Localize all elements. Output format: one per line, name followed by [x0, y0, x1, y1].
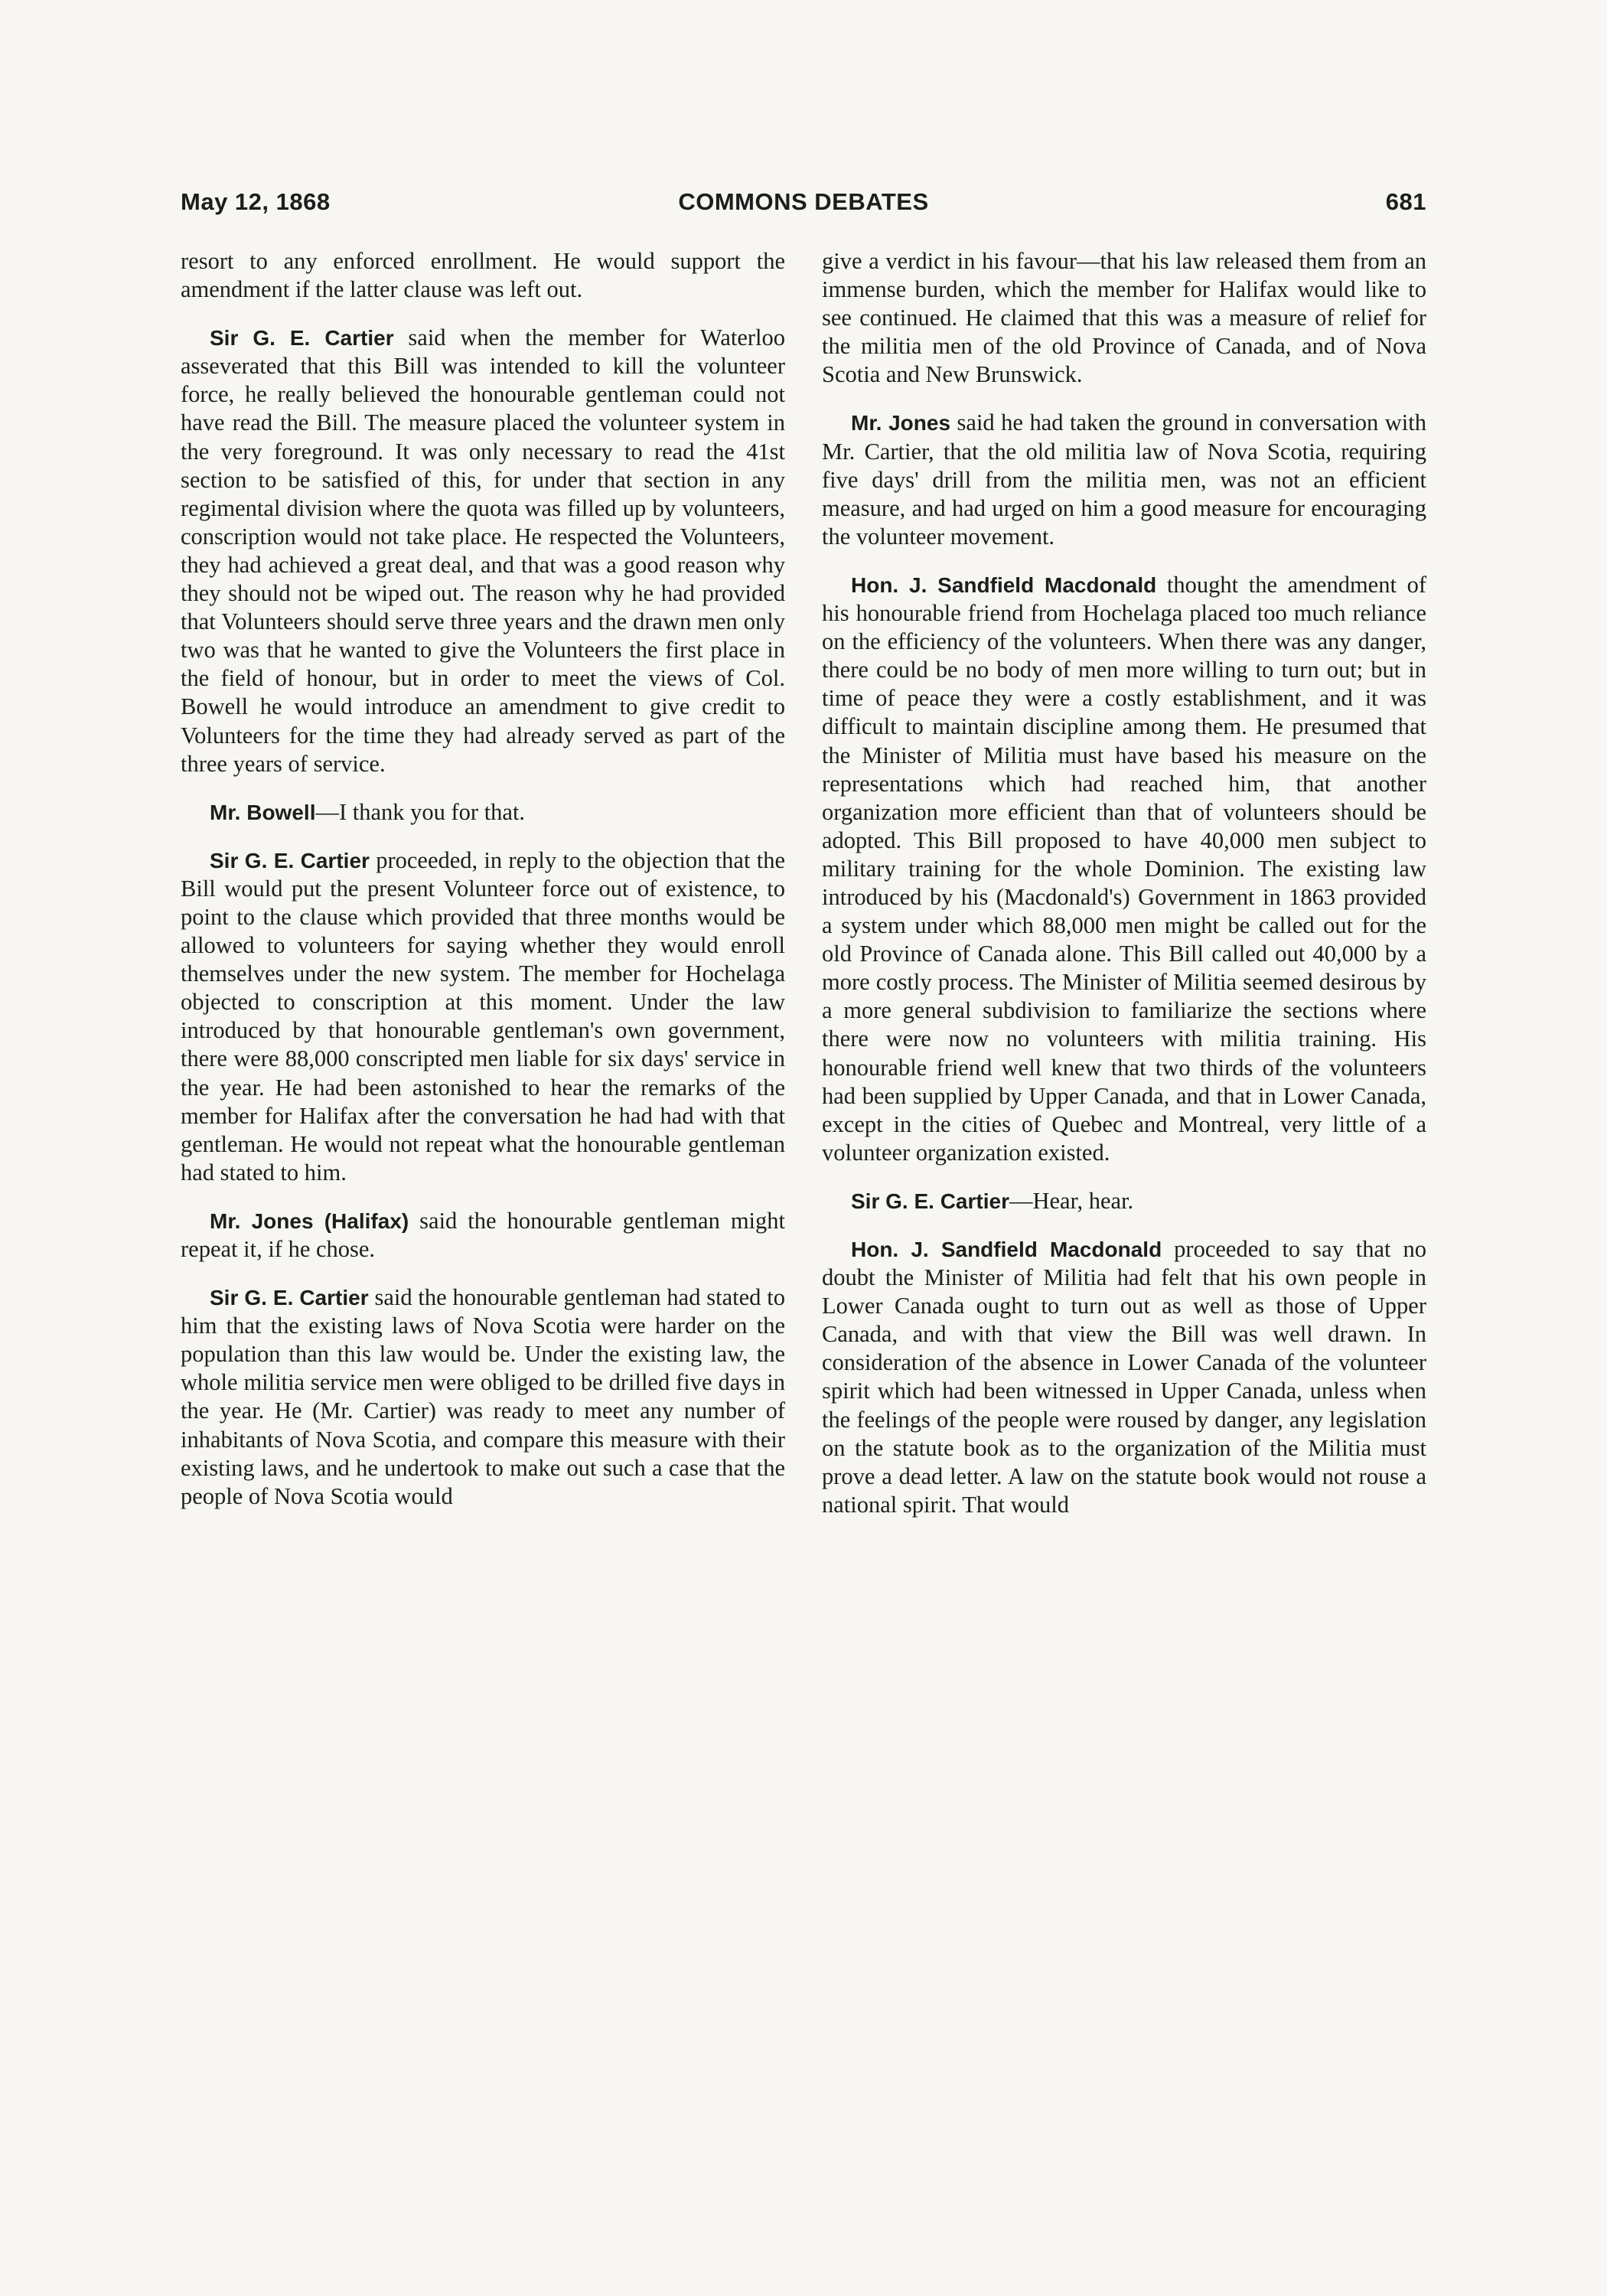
paragraph-continuation: give a verdict in his favour—that his law released them from an immense burden, which the member for Halifax would like to see continued. He claimed that this was a measure of relief for the militia men of the old Province of Canada, and of Nova Scotia and New Brunswick. — [822, 248, 1426, 388]
speech-paragraph — [181, 324, 785, 778]
speech-paragraph — [822, 1235, 1426, 1519]
speaker-name: Sir G. E. Cartier — [851, 1189, 1009, 1213]
speech-text: —Hear, hear. — [1009, 1187, 1134, 1214]
speech-text: said when the member for Waterloo asseverated that this Bill was intended to kill the volunteer force, he really believed the honourable gentleman could not have read the Bill. The measure placed the volunteer system in the very foreground. It was only necessary to read the 41st section to be satisfied of this, for under that section in any regimental division where the quota was filled up by volunteers, conscription would not take place. He respected the Volunteers, they had achieved a great deal, and that was a good reason why they should not be wiped out. The reason why he had provided that Volunteers should serve three years and the drawn men only two was that he wanted to give the Volunteers the first place in the field of honour, but in order to meet the views of Col. Bowell he would introduce an amendment to give credit to Volunteers for the time they had already served as part of the three years of service. — [181, 325, 786, 777]
speech-paragraph — [181, 846, 785, 1187]
speech-text: thought the amendment of his honourable friend from Hochelaga placed too much reliance on the efficiency of the volunteers. When there was any danger, there could be no body of men more willing to turn out; but in time of peace they were a costly establishment, and it was difficult to maintain discipline among them. He presumed that the Minister of Militia must have based his measure on the representations which had reached him, that another organization more efficient than that of volunteers should be adopted. This Bill proposed to have 40,000 men subject to military training for the whole Dominion. The existing law introduced by his (Macdonald's) Government in 1863 provided a system under which 88,000 men might be called out for the old Province of Canada alone. This Bill called out 40,000 by a more costly process. The Minister of Militia seemed desirous by a more general subdivision to familiarize the sections where there were now no volunteers with militia training. His honourable friend well knew that two thirds of the volunteers had been supplied by Upper Canada, and that in Lower Canada, except in the cities of Quebec and Montreal, very little of a volunteer organization existed. — [822, 571, 1426, 1166]
page-header — [181, 188, 1426, 219]
speech-paragraph — [181, 798, 785, 827]
speaker-name: Sir G. E. Cartier — [210, 1286, 369, 1310]
speech-text: said the honourable gentleman might repeat it, if he chose. — [181, 1207, 785, 1262]
speech-paragraph — [181, 1207, 785, 1264]
speech-paragraph — [822, 1187, 1426, 1215]
left-column — [181, 247, 785, 1531]
paragraph-continuation: resort to any enforced enrollment. He would support the amendment if the latter clause was left out. — [181, 248, 785, 303]
header-title: COMMONS DEBATES — [678, 188, 929, 215]
speech-paragraph — [822, 571, 1426, 1167]
speech-paragraph — [822, 409, 1426, 550]
speaker-name: Mr. Jones — [851, 411, 951, 435]
speaker-name: Mr. Bowell — [210, 800, 316, 824]
speech-text: —I thank you for that. — [315, 798, 526, 825]
speaker-name: Hon. J. Sandfield Macdonald — [851, 572, 1157, 597]
page-number: 681 — [1385, 188, 1426, 215]
speech-text: proceeded, in reply to the objection that the Bill would put the present Volunteer force out of existence, to point to the clause which provided that three months would be allowed to volunteers for saying whether they would enroll themselves under the new system. The member for Hochelaga objected to conscription at this moment. Under the law introduced by that honourable gentleman's own government, there were 88,000 conscripted men liable for six days' service in the year. He had been astonished to hear the remarks of the member for Halifax after the conversation he had had with that gentleman. He would not repeat what the honourable gentleman had stated to him. — [181, 846, 785, 1186]
speaker-name: Sir G. E. Cartier — [210, 326, 394, 351]
header-date: May 12, 1868 — [181, 188, 331, 215]
right-column — [822, 247, 1426, 1539]
speech-text: proceeded to say that no doubt the Minister of Militia had felt that his own people in Lower Canada ought to turn out as well as those of Upper Canada, and with that view the Bill was well drawn. In consideration of the absence in Lower Canada of the volunteer spirit which had been witnessed in Upper Canada, unless when the feelings of the people were roused by danger, any legislation on the statute book as to the organization of the Militia must prove a dead letter. A law on the statute book would not rouse a national spirit. That would — [822, 1236, 1426, 1518]
text-columns — [181, 247, 1426, 2007]
speech-text: said he had taken the ground in conversation with Mr. Cartier, that the old militia law of Nova Scotia, requiring five days' drill from the militia men, was not an efficient measure, and had urged on him a good measure for encouraging the volunteer movement. — [822, 409, 1426, 550]
speaker-name: Mr. Jones (Halifax) — [210, 1208, 409, 1233]
speech-paragraph — [181, 1283, 785, 1511]
speaker-name: Sir G. E. Cartier — [210, 848, 370, 872]
speaker-name: Hon. J. Sandfield Macdonald — [851, 1238, 1162, 1261]
speech-text: said the honourable gentleman had stated to him that the existing laws of Nova Scotia were harder on the population than this law would be. Under the existing law, the whole militia service men were obliged to be drilled five days in the year. He (Mr. Cartier) was ready to meet any number of inhabitants of Nova Scotia, and compare this measure with their existing laws, and he undertook to make out such a case that the people of Nova Scotia would — [181, 1284, 785, 1509]
